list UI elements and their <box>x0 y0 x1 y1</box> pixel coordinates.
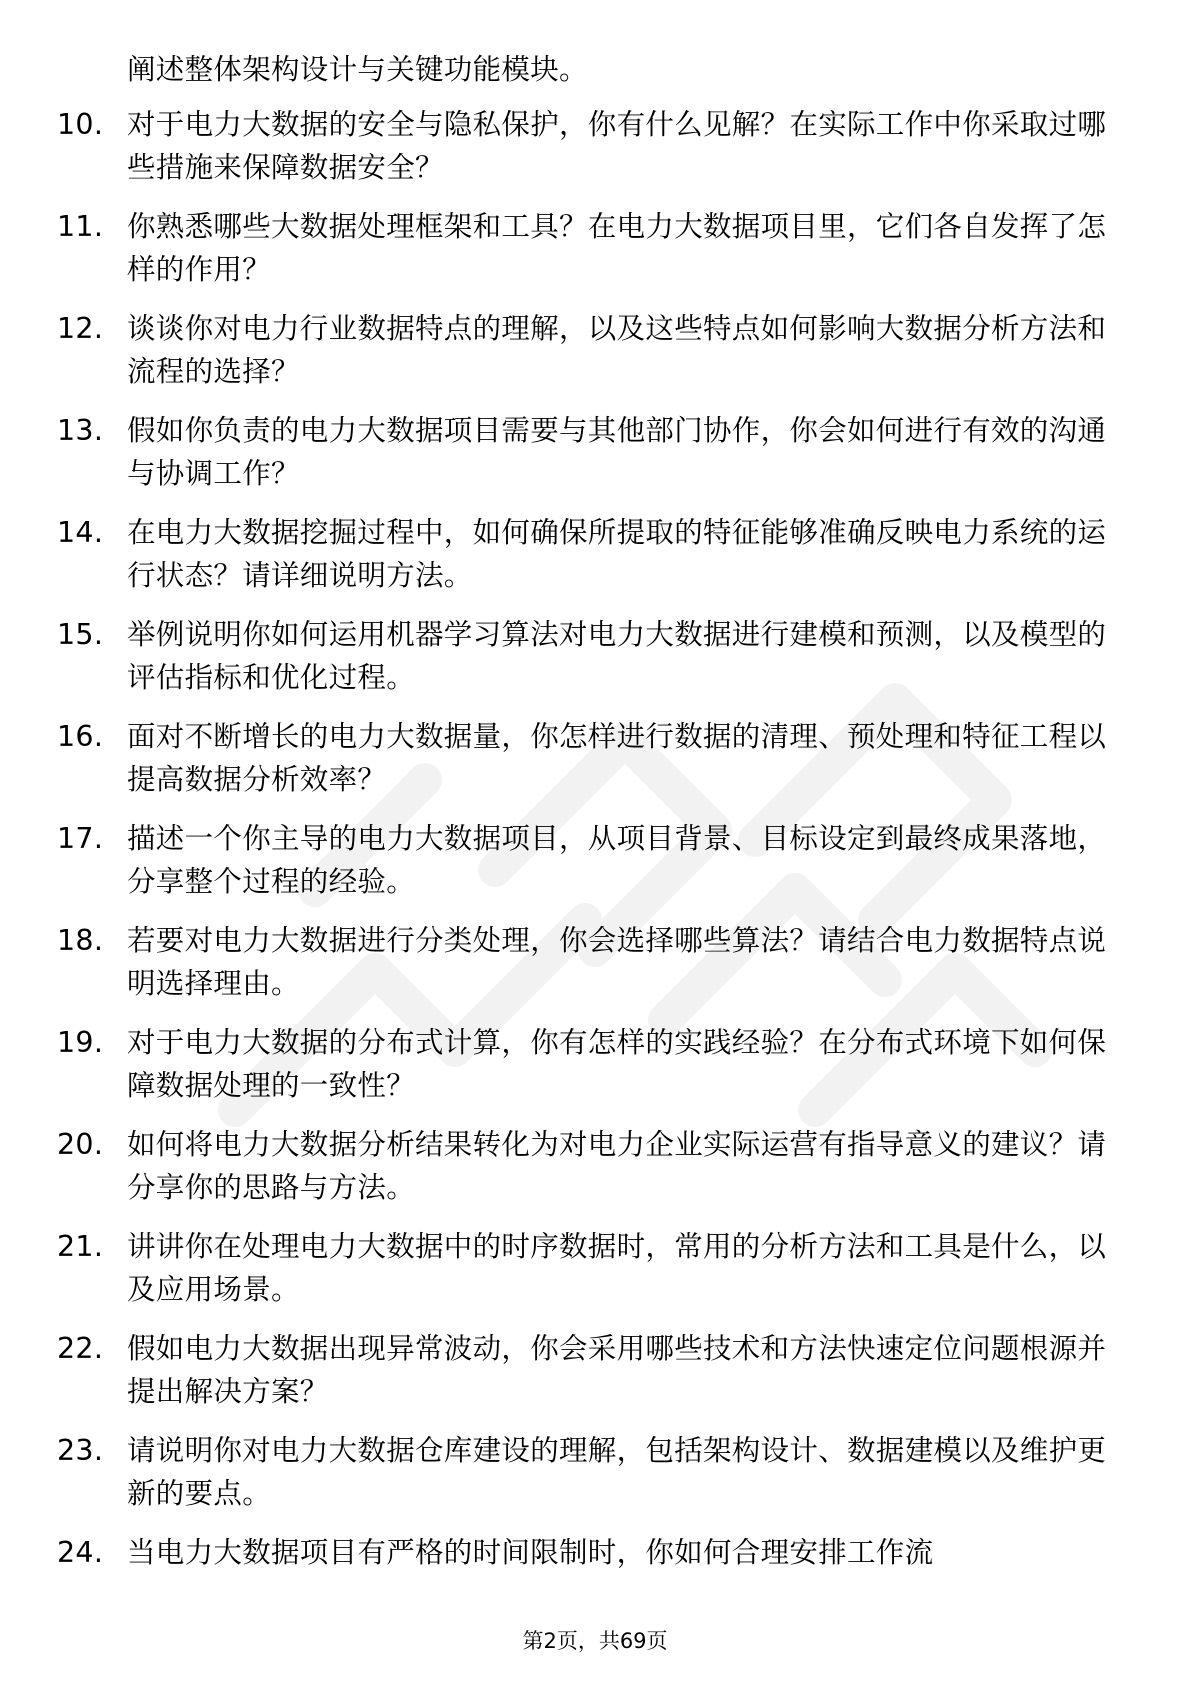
question-number: 12. <box>57 312 104 345</box>
continued-question-text <box>57 48 1117 91</box>
question-number: 15. <box>57 618 104 651</box>
question-number: 16. <box>57 720 104 753</box>
question-text: 假如电力大数据出现异常波动，你会采用哪些技术和方法快速定位问题根源并提出解决方案？ <box>127 1332 1107 1408</box>
question-number: 22. <box>57 1332 104 1365</box>
question-item <box>57 919 1117 1005</box>
question-text: 阐述整体架构设计与关键功能模块。 <box>127 53 588 86</box>
question-number: 13. <box>57 414 104 447</box>
question-item <box>57 409 1117 495</box>
question-item <box>57 817 1117 903</box>
question-text: 若要对电力大数据进行分类处理，你会选择哪些算法？请结合电力数据特点说明选择理由。 <box>127 924 1107 1000</box>
question-item <box>57 103 1117 189</box>
question-number: 24. <box>57 1536 104 1569</box>
question-text: 谈谈你对电力行业数据特点的理解，以及这些特点如何影响大数据分析方法和流程的选择？ <box>127 312 1107 388</box>
question-text: 面对不断增长的电力大数据量，你怎样进行数据的清理、预处理和特征工程以提高数据分析效率？ <box>127 720 1107 796</box>
question-item <box>57 613 1117 699</box>
question-item <box>57 1225 1117 1311</box>
question-number: 17. <box>57 822 104 855</box>
question-number: 20. <box>57 1128 104 1161</box>
question-number: 23. <box>57 1434 104 1467</box>
question-number: 18. <box>57 924 104 957</box>
question-item <box>57 1327 1117 1413</box>
question-text: 请说明你对电力大数据仓库建设的理解，包括架构设计、数据建模以及维护更新的要点。 <box>127 1434 1107 1510</box>
question-text: 讲讲你在处理电力大数据中的时序数据时，常用的分析方法和工具是什么，以及应用场景。 <box>127 1230 1107 1306</box>
question-item <box>57 715 1117 801</box>
question-content <box>57 48 1117 1590</box>
question-text: 假如你负责的电力大数据项目需要与其他部门协作，你会如何进行有效的沟通与协调工作？ <box>127 414 1107 490</box>
question-text: 举例说明你如何运用机器学习算法对电力大数据进行建模和预测，以及模型的评估指标和优化过程。 <box>127 618 1107 694</box>
question-text: 对于电力大数据的分布式计算，你有怎样的实践经验？在分布式环境下如何保障数据处理的一致性？ <box>127 1026 1107 1102</box>
question-number: 14. <box>57 516 104 549</box>
question-list <box>57 48 1117 1574</box>
question-number: 19. <box>57 1026 104 1059</box>
page-footer: 第2页，共69页 <box>522 1629 668 1653</box>
question-number: 21. <box>57 1230 104 1263</box>
question-text: 在电力大数据挖掘过程中，如何确保所提取的特征能够准确反映电力系统的运行状态？请详细说明方法。 <box>127 516 1107 592</box>
question-item <box>57 307 1117 393</box>
question-text: 描述一个你主导的电力大数据项目，从项目背景、目标设定到最终成果落地，分享整个过程的经验。 <box>127 822 1107 898</box>
question-item <box>57 1429 1117 1515</box>
question-number: 10. <box>57 108 104 141</box>
question-item <box>57 1531 1117 1574</box>
question-item <box>57 205 1117 291</box>
question-text: 如何将电力大数据分析结果转化为对电力企业实际运营有指导意义的建议？请分享你的思路与方法。 <box>127 1128 1107 1204</box>
question-number: 11. <box>57 210 104 243</box>
question-text: 你熟悉哪些大数据处理框架和工具？在电力大数据项目里，它们各自发挥了怎样的作用？ <box>127 210 1107 286</box>
question-item <box>57 1123 1117 1209</box>
question-item <box>57 1021 1117 1107</box>
question-text: 当电力大数据项目有严格的时间限制时，你如何合理安排工作流 <box>127 1536 934 1569</box>
question-item <box>57 511 1117 597</box>
question-text: 对于电力大数据的安全与隐私保护，你有什么见解？在实际工作中你采取过哪些措施来保障数据安全？ <box>127 108 1107 184</box>
